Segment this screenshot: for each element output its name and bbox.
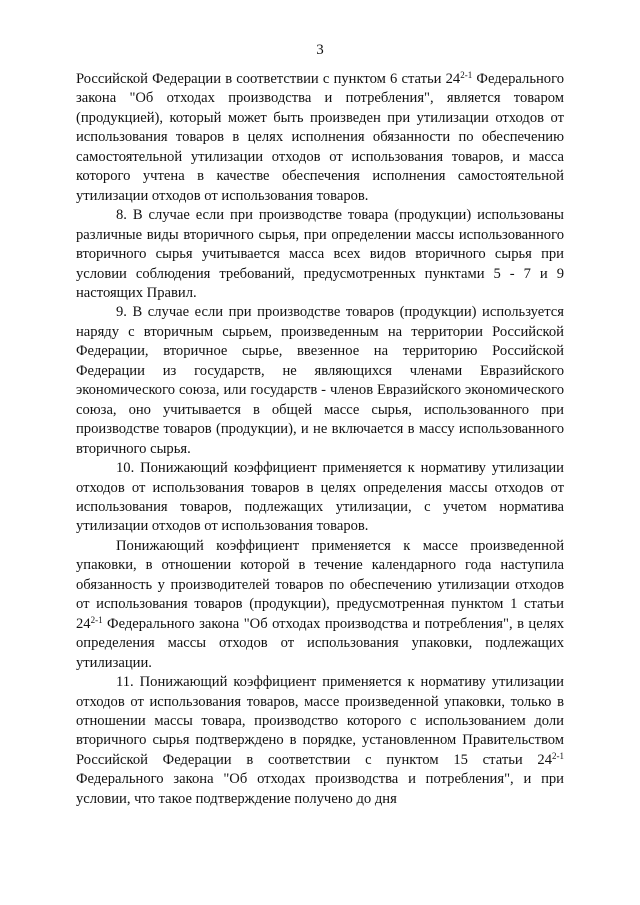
paragraph-text: 9. В случае если при производстве товаров (продукции) используется наряду с вторичным сырьем, произведенным на территории Российской Федерации, вторичное сырье, ввезенное на территорию Российской Федерации из государств, не являющихся членами Евразийского экономического союза, или государств - членов Евразийского экономического союза, оно учитывается в общей массе сырья, использованного при производстве товаров (продукции), и не включается в массу использованного вторичного сырья.: [76, 304, 564, 457]
paragraph-item-11: [76, 673, 564, 809]
page-number: 3: [316, 42, 324, 58]
superscript: 2-1: [90, 614, 103, 625]
paragraph-text: Федерального закона "Об отходах производства и потребления", является товаром (продукцией), который может быть произведен при утилизации отходов от использования товаров в целях исполнения обязанности по обеспечению самостоятельной утилизации отходов от использования товаров, и масса которого учтена в качестве обеспечения исполнения самостоятельной утилизации отходов от использования товаров.: [76, 71, 564, 204]
superscript: 2-1: [460, 70, 473, 80]
paragraph-text: Понижающий коэффициент применяется к массе произведенной упаковки, в отношении которой в течение календарного года наступила обязанность у производителей товаров по обеспечению утилизации отходов от использования товаров (продукции), предусмотренная пунктом 1 статьи 24: [76, 537, 564, 632]
paragraph-text: Федерального закона "Об отходах производства и потребления", и при условии, что такое подтверждение получено до дня: [76, 771, 564, 807]
paragraph: [76, 537, 564, 673]
paragraph-text: Федерального закона "Об отходах производства и потребления", в целях определения массы отходов от использования упаковки, подлежащих утилизации.: [76, 615, 564, 671]
paragraph-text: 11. Понижающий коэффициент применяется к нормативу утилизации отходов от использования товаров, массе произведенной упаковки, только в отношении массы товара, производство которого с использованием доли вторичного сырья подтверждено в порядке, установленном Правительством Российской Федерации в соответствии с пунктом 15 статьи 24: [76, 674, 564, 768]
superscript: 2-1: [552, 750, 564, 761]
paragraph-item-10: [76, 459, 564, 537]
paragraph: [76, 70, 564, 206]
paragraph-item-8: [76, 206, 564, 303]
paragraph-text: Российской Федерации в соответствии с пунктом 6 статьи 24: [76, 71, 461, 87]
paragraph-text: 10. Понижающий коэффициент применяется к нормативу утилизации отходов от использования товаров в целях определения массы отходов от использования товаров, подлежащих утилизации, с учетом норматива утилизации отходов от использования товаров.: [76, 460, 564, 535]
document-body: [76, 70, 564, 809]
paragraph-text: 8. В случае если при производстве товара (продукции) использованы различные виды вторичного сырья, при определении массы использованного вторичного сырья учитывается масса всех видов вторичного сырья при условии соблюдения требований, предусмотренных пунктами 5 - 7 и 9 настоящих Правил.: [76, 207, 564, 301]
paragraph-item-9: [76, 303, 564, 459]
